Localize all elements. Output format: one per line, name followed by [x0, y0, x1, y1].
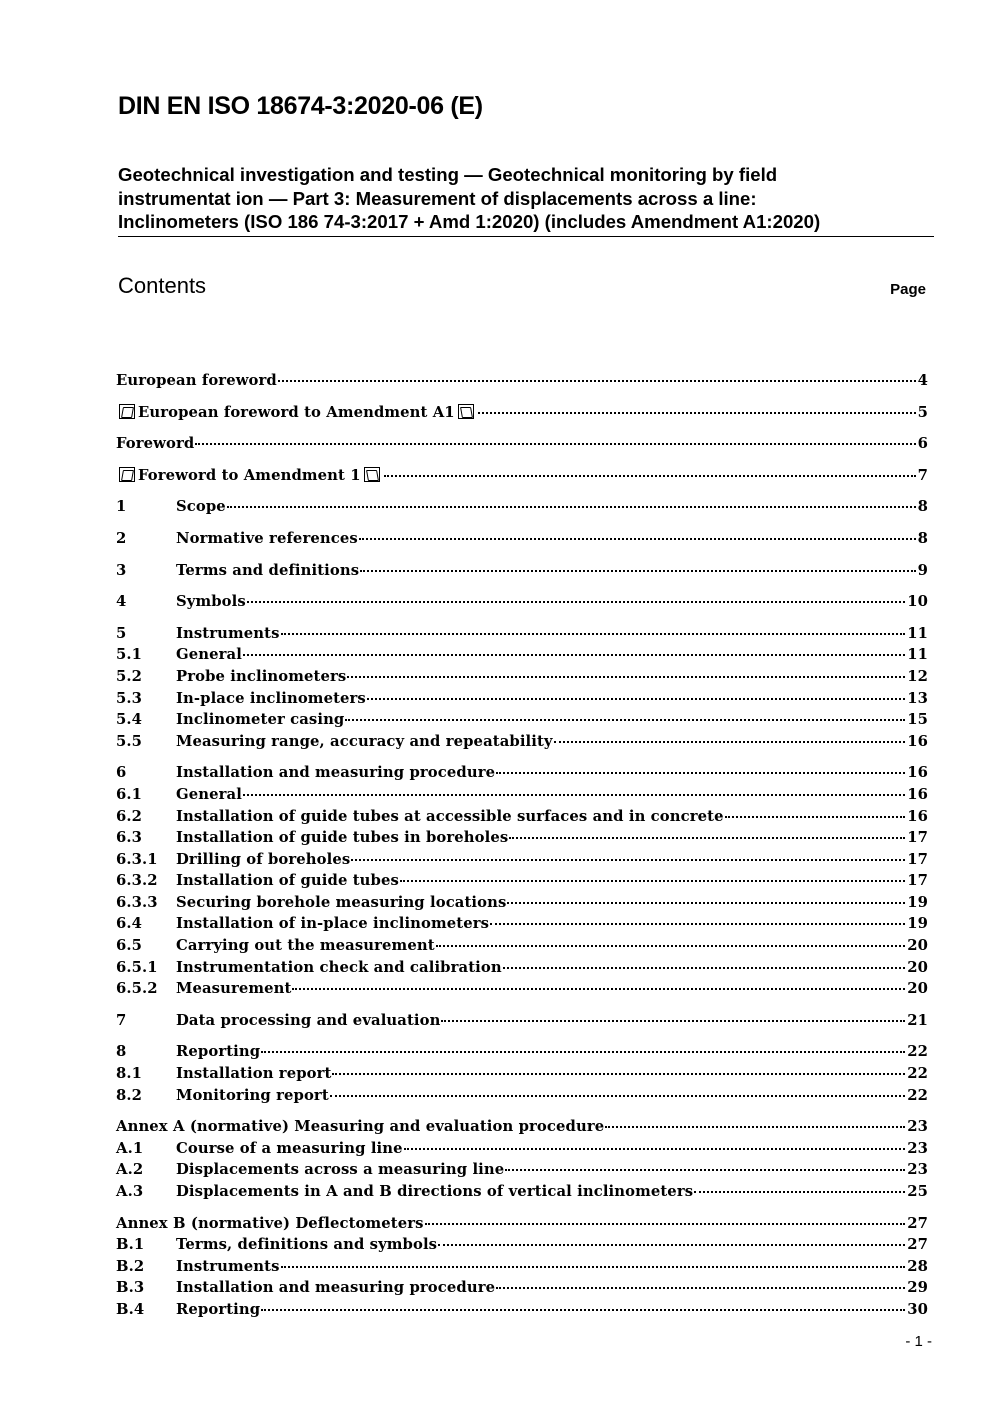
toc-entry-page: 25	[907, 1183, 928, 1200]
toc-entry-label: Instruments	[176, 1257, 280, 1275]
toc-entry-label: Reporting	[176, 1043, 261, 1061]
dot-leader	[347, 676, 905, 678]
toc-entry-page: 16	[907, 732, 928, 750]
toc-entry-page: 6	[917, 435, 928, 453]
toc-entry[interactable]	[116, 913, 928, 935]
toc-entry[interactable]	[116, 1116, 928, 1138]
toc-entry-number: 7	[116, 1011, 127, 1029]
dot-leader	[292, 988, 905, 990]
toc-entry[interactable]	[116, 1213, 928, 1235]
toc-entry-page: 16	[907, 807, 928, 825]
toc-entry-page: 23	[907, 1139, 928, 1157]
dot-leader	[243, 654, 905, 656]
toc-entry-label: Measurement	[176, 980, 292, 998]
toc-entry-number: 4	[116, 593, 127, 611]
toc-entry-label: Carrying out the measurement	[176, 937, 435, 955]
toc-entry-number: 3	[116, 561, 127, 579]
dot-leader	[345, 719, 905, 721]
toc-entry-label: Monitoring report	[176, 1086, 329, 1104]
toc-entry[interactable]	[116, 433, 928, 455]
document-title	[118, 163, 934, 237]
toc-entry-label: Foreword to Amendment 1	[138, 466, 361, 484]
toc-entry-label: Displacements across a measuring line	[176, 1161, 505, 1179]
toc-entry-label: Terms, definitions and symbols	[176, 1236, 438, 1254]
toc-entry[interactable]	[116, 709, 928, 731]
toc-entry-label: Instruments	[176, 624, 280, 642]
toc-entry-page: 28	[907, 1257, 928, 1275]
footer-page-number: - 1 -	[905, 1333, 932, 1350]
dot-leader	[478, 412, 916, 414]
toc-entry-page: 27	[907, 1236, 928, 1254]
toc-entry-label: Installation of in-place inclinometers	[176, 915, 490, 933]
toc-entry[interactable]	[116, 560, 928, 582]
dot-leader	[605, 1126, 905, 1128]
toc-entry-page: 29	[907, 1279, 928, 1297]
toc-entry-label: Installation of guide tubes in boreholes	[176, 829, 509, 847]
dot-leader	[441, 1020, 905, 1022]
toc-entry[interactable]	[116, 978, 928, 1000]
toc-entry-number: B.3	[116, 1279, 145, 1297]
dot-leader	[384, 475, 916, 477]
toc-entry[interactable]	[116, 870, 928, 892]
toc-entry[interactable]	[116, 1299, 928, 1321]
toc-entry[interactable]	[116, 1041, 928, 1063]
amendment-start-icon	[119, 404, 135, 419]
toc-entry-number: 8.2	[116, 1086, 143, 1104]
toc-entry-number: 6.4	[116, 915, 143, 933]
document-id: DIN EN ISO 18674-3:2020-06 (E)	[118, 92, 483, 120]
dot-leader	[261, 1309, 905, 1311]
dot-leader	[509, 837, 905, 839]
toc-entry-number: 6.3.3	[116, 893, 158, 911]
toc-entry-label: Instrumentation check and calibration	[176, 958, 502, 976]
toc-entry-label: Normative references	[176, 529, 358, 547]
amendment-end-icon	[458, 404, 474, 419]
toc-entry-number: 5.1	[116, 646, 143, 664]
toc-entry[interactable]	[116, 784, 928, 806]
toc-entry-label: Installation and measuring procedure	[176, 764, 496, 782]
toc-entry-label: Installation and measuring procedure	[176, 1279, 496, 1297]
toc-entry-label-group	[116, 402, 477, 424]
toc-entry[interactable]	[116, 1159, 928, 1181]
toc-entry-page: 7	[917, 466, 928, 484]
toc-entry-number: 6.1	[116, 785, 143, 803]
toc-entry[interactable]	[116, 528, 928, 550]
toc-entry[interactable]	[116, 1256, 928, 1278]
toc-entry-label: Symbols	[176, 593, 246, 611]
dot-leader	[694, 1191, 905, 1193]
toc-entry-page: 23	[907, 1118, 928, 1136]
toc-entry-page: 19	[907, 893, 928, 911]
toc-entry-label: Inclinometer casing	[176, 711, 345, 729]
dot-leader	[507, 902, 905, 904]
toc-entry-label: Installation of guide tubes at accessible surfaces and in concrete	[176, 807, 724, 825]
dot-leader	[247, 601, 905, 603]
dot-leader	[195, 443, 915, 445]
toc-entry-label: Annex B (normative) Deflectometers	[116, 1214, 424, 1232]
toc-entry[interactable]	[116, 666, 928, 688]
toc-entry-page: 17	[907, 872, 928, 890]
toc-entry-number: 8.1	[116, 1065, 143, 1083]
toc-entry-number: 6.5	[116, 937, 143, 955]
toc-entry[interactable]	[116, 731, 928, 753]
toc-entry-label: Displacements in A and B directions of vertical inclinometers	[176, 1183, 694, 1200]
page-column-label: Page	[890, 281, 926, 298]
toc-entry-label: Installation report	[176, 1065, 332, 1083]
toc-entry-label: Foreword	[116, 435, 195, 453]
dot-leader	[490, 923, 905, 925]
contents-heading: Contents	[118, 273, 207, 298]
title-line: Inclinometers (ISO 186 74-3:2017 + Amd 1:2020) (includes Amendment A1:2020)	[118, 211, 821, 232]
dot-leader	[503, 967, 906, 969]
toc-entry-page: 13	[907, 689, 928, 707]
toc-entry-page: 5	[917, 403, 928, 421]
dot-leader	[227, 506, 916, 508]
toc-entry-page: 15	[907, 711, 928, 729]
dot-leader	[261, 1051, 905, 1053]
toc-entry[interactable]	[116, 370, 928, 392]
toc-entry[interactable]	[116, 892, 928, 914]
dot-leader	[436, 945, 906, 947]
toc-entry-number: 6.3	[116, 829, 143, 847]
dot-leader	[281, 633, 906, 635]
toc-entry-label: Installation of guide tubes	[176, 872, 399, 890]
toc-entry[interactable]	[116, 1063, 928, 1085]
toc-entry-number: 6	[116, 764, 127, 782]
dot-leader	[332, 1073, 905, 1075]
toc-entry[interactable]	[116, 827, 928, 849]
dot-leader	[438, 1244, 905, 1246]
toc-entry-page: 8	[917, 498, 928, 516]
toc-entry[interactable]	[116, 762, 928, 784]
toc-entry-number: A.3	[116, 1183, 144, 1200]
toc-entry-page: 20	[907, 958, 928, 976]
table-of-contents	[116, 370, 928, 1321]
toc-entry-page: 23	[907, 1161, 928, 1179]
toc-entry[interactable]	[116, 1085, 928, 1107]
toc-entry-label: General	[176, 785, 242, 803]
toc-entry-number: 6.5.2	[116, 980, 158, 998]
toc-entry-label: European foreword	[116, 372, 277, 389]
toc-entry-label: European foreword to Amendment A1	[138, 403, 455, 421]
toc-entry[interactable]	[116, 957, 928, 979]
dot-leader	[330, 1095, 905, 1097]
amendment-start-icon	[119, 467, 135, 482]
toc-entry[interactable]	[116, 465, 928, 487]
toc-entry[interactable]	[116, 688, 928, 710]
toc-entry-page: 8	[917, 529, 928, 547]
toc-entry-number: 8	[116, 1043, 127, 1061]
amendment-end-icon	[364, 467, 380, 482]
toc-entry[interactable]	[116, 1010, 928, 1032]
toc-entry-page: 22	[907, 1065, 928, 1083]
toc-entry-label: Reporting	[176, 1300, 261, 1318]
toc-entry-page: 27	[907, 1214, 928, 1232]
toc-entry-number: 6.3.1	[116, 850, 158, 868]
toc-entry-page: 16	[907, 785, 928, 803]
toc-entry-page: 20	[907, 980, 928, 998]
toc-entry-page: 16	[907, 764, 928, 782]
toc-entry-page: 17	[907, 850, 928, 868]
dot-leader	[496, 1287, 905, 1289]
toc-entry[interactable]	[116, 402, 928, 424]
toc-entry-label: In-place inclinometers	[176, 689, 366, 707]
toc-entry-number: 5.4	[116, 711, 143, 729]
toc-entry-number: B.4	[116, 1300, 145, 1318]
toc-entry-number: 5.5	[116, 732, 143, 750]
toc-entry-label-group	[116, 465, 383, 487]
toc-entry-page: 11	[907, 646, 928, 664]
toc-entry-label: Terms and definitions	[176, 561, 360, 579]
toc-entry[interactable]	[116, 644, 928, 666]
dot-leader	[359, 538, 916, 540]
toc-entry-page: 17	[907, 829, 928, 847]
toc-entry-page: 4	[917, 372, 928, 389]
toc-entry-page: 22	[907, 1086, 928, 1104]
dot-leader	[278, 380, 916, 382]
toc-entry[interactable]	[116, 1234, 928, 1256]
toc-entry-label: General	[176, 646, 242, 664]
toc-entry-number: B.1	[116, 1236, 145, 1254]
toc-entry-number: 6.5.1	[116, 958, 158, 976]
toc-entry-label: Annex A (normative) Measuring and evaluation procedure	[116, 1118, 605, 1136]
toc-entry[interactable]	[116, 623, 928, 645]
dot-leader	[554, 741, 906, 743]
toc-entry-page: 10	[907, 593, 928, 611]
toc-entry-label: Securing borehole measuring locations	[176, 893, 507, 911]
toc-entry[interactable]	[116, 849, 928, 871]
dot-leader	[367, 698, 905, 700]
dot-leader	[496, 772, 905, 774]
dot-leader	[725, 816, 906, 818]
toc-entry-number: 6.3.2	[116, 872, 158, 890]
toc-entry-number: 6.2	[116, 807, 143, 825]
title-line: Geotechnical investigation and testing — Geotechnical monitoring by field	[118, 164, 778, 185]
toc-entry-page: 22	[907, 1043, 928, 1061]
toc-entry-label: Probe inclinometers	[176, 667, 347, 685]
toc-entry[interactable]	[116, 935, 928, 957]
dot-leader	[400, 880, 905, 882]
toc-entry-number: 5.2	[116, 667, 143, 685]
toc-entry[interactable]	[116, 1277, 928, 1299]
toc-entry-number: 2	[116, 529, 127, 547]
toc-entry-number: 1	[116, 498, 127, 516]
dot-leader	[243, 794, 905, 796]
toc-entry-number: 5.3	[116, 689, 143, 707]
toc-entry-label: Data processing and evaluation	[176, 1011, 441, 1029]
title-line: instrumentat ion — Part 3: Measurement of displacements across a line:	[118, 187, 757, 209]
toc-entry-label: Drilling of boreholes	[176, 850, 351, 868]
toc-entry-number: A.2	[116, 1161, 144, 1179]
toc-entry-page: 30	[907, 1300, 928, 1318]
toc-entry-page: 12	[907, 667, 928, 685]
toc-entry[interactable]	[116, 1181, 928, 1203]
toc-entry-label: Scope	[176, 498, 226, 516]
dot-leader	[281, 1266, 906, 1268]
toc-entry-label: Course of a measuring line	[176, 1139, 403, 1157]
toc-entry-number: A.1	[116, 1139, 144, 1157]
toc-entry-number: B.2	[116, 1257, 145, 1275]
toc-entry[interactable]	[116, 1138, 928, 1160]
toc-entry-page: 19	[907, 915, 928, 933]
toc-entry-page: 21	[907, 1011, 928, 1029]
toc-entry-page: 9	[917, 561, 928, 579]
dot-leader	[404, 1148, 906, 1150]
dot-leader	[360, 570, 915, 572]
toc-entry-label: Measuring range, accuracy and repeatability	[176, 732, 553, 750]
toc-entry[interactable]	[116, 806, 928, 828]
toc-entry[interactable]	[116, 591, 928, 613]
dot-leader	[505, 1169, 905, 1171]
dot-leader	[351, 859, 905, 861]
toc-entry[interactable]	[116, 496, 928, 518]
toc-entry-page: 20	[907, 937, 928, 955]
dot-leader	[425, 1223, 906, 1225]
toc-entry-number: 5	[116, 624, 127, 642]
toc-entry-page: 11	[907, 624, 928, 642]
